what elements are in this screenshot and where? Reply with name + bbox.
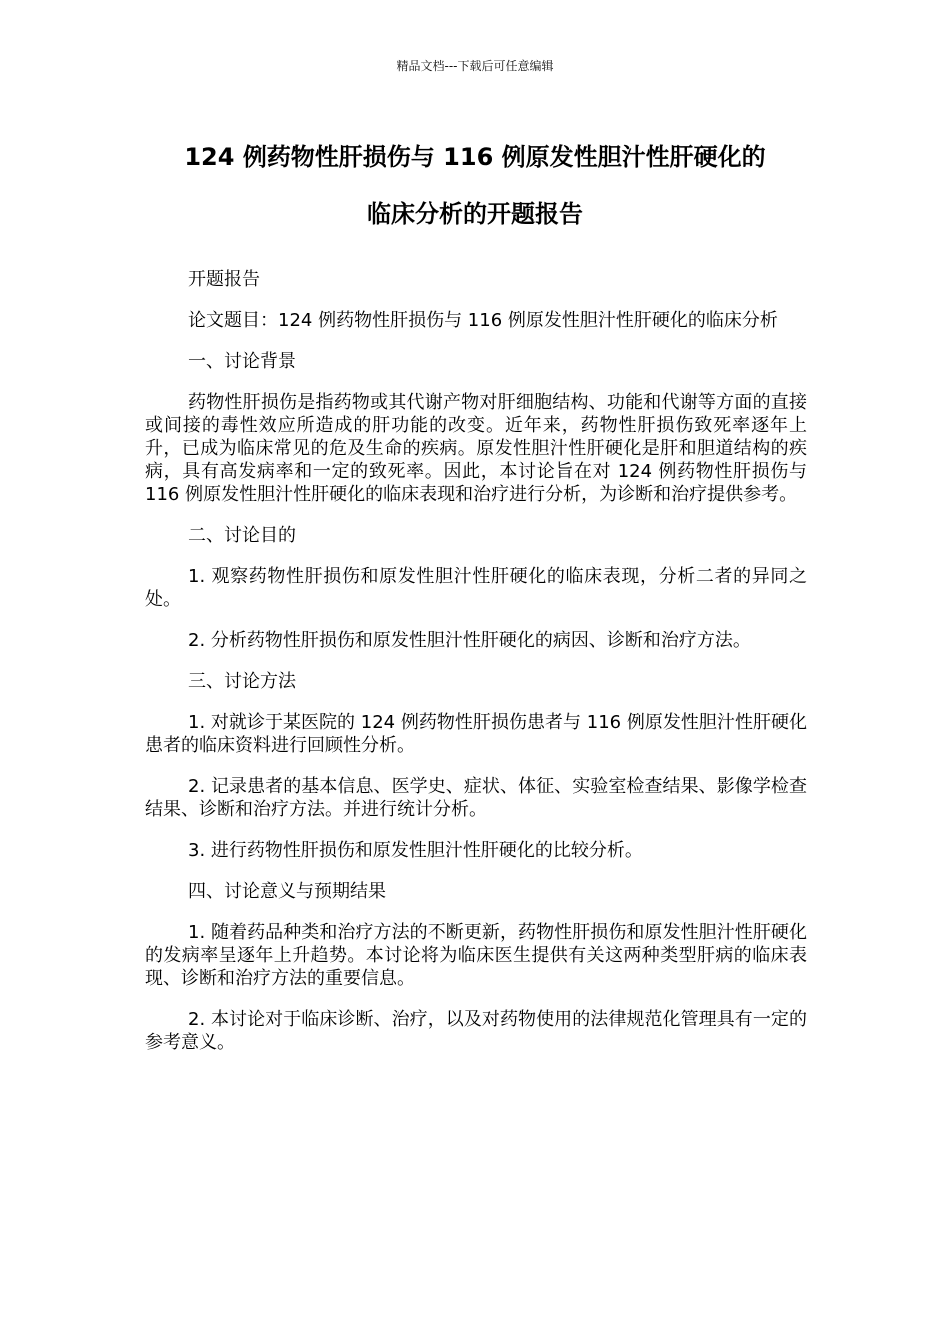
section-label-report: 开题报告 xyxy=(188,269,260,290)
background-paragraph: 药物性肝损伤是指药物或其代谢产物对肝细胞结构、功能和代谢等方面的直接或间接的毒性效应所造成的肝功能的改变。近年来，药物性肝损伤致死率逐年上升，已成为临床常见的危及生命的疾病。原发性胆汁性肝硬化是肝和胆道结构的疾病，具有高发病率和一定的致死率。因此，本讨论旨在对 124 例药物性肝损伤与 116 例原发性胆汁性肝硬化的临床表现和治疗进行分析，为诊断和治疗提供参考。 xyxy=(145,392,807,505)
significance-item-1: 1. 随着药品种类和治疗方法的不断更新，药物性肝损伤和原发性胆汁性肝硬化的发病率呈逐年上升趋势。本讨论将为临床医生提供有关这两种类型肝病的临床表现、诊断和治疗方法的重要信息。 xyxy=(145,922,807,989)
methods-item-2: 2. 记录患者的基本信息、医学史、症状、体征、实验室检查结果、影像学检查结果、诊断和治疗方法。并进行统计分析。 xyxy=(145,776,807,820)
methods-item-3: 3. 进行药物性肝损伤和原发性胆汁性肝硬化的比较分析。 xyxy=(188,840,643,861)
section-heading-purpose: 二、讨论目的 xyxy=(188,525,296,546)
header-note: 精品文档---下载后可任意编辑 xyxy=(396,59,554,73)
document-title-line-1: 124 例药物性肝损伤与 116 例原发性胆汁性肝硬化的 xyxy=(184,143,766,171)
section-heading-methods: 三、讨论方法 xyxy=(188,671,296,692)
document-body xyxy=(145,268,807,1072)
significance-item-2: 2. 本讨论对于临床诊断、治疗，以及对药物使用的法律规范化管理具有一定的参考意义。 xyxy=(145,1009,807,1053)
purpose-item-2: 2. 分析药物性肝损伤和原发性胆汁性肝硬化的病因、诊断和治疗方法。 xyxy=(188,630,751,651)
section-heading-background: 一、讨论背景 xyxy=(188,351,296,372)
purpose-item-1: 1. 观察药物性肝损伤和原发性胆汁性肝硬化的临床表现，分析二者的异同之处。 xyxy=(145,566,807,610)
section-heading-significance: 四、讨论意义与预期结果 xyxy=(188,881,386,902)
document-title-line-2: 临床分析的开题报告 xyxy=(367,200,583,228)
thesis-title-paragraph: 论文题目：124 例药物性肝损伤与 116 例原发性胆汁性肝硬化的临床分析 xyxy=(188,310,778,331)
methods-item-1: 1. 对就诊于某医院的 124 例药物性肝损伤患者与 116 例原发性胆汁性肝硬化患者的临床资料进行回顾性分析。 xyxy=(145,712,807,756)
